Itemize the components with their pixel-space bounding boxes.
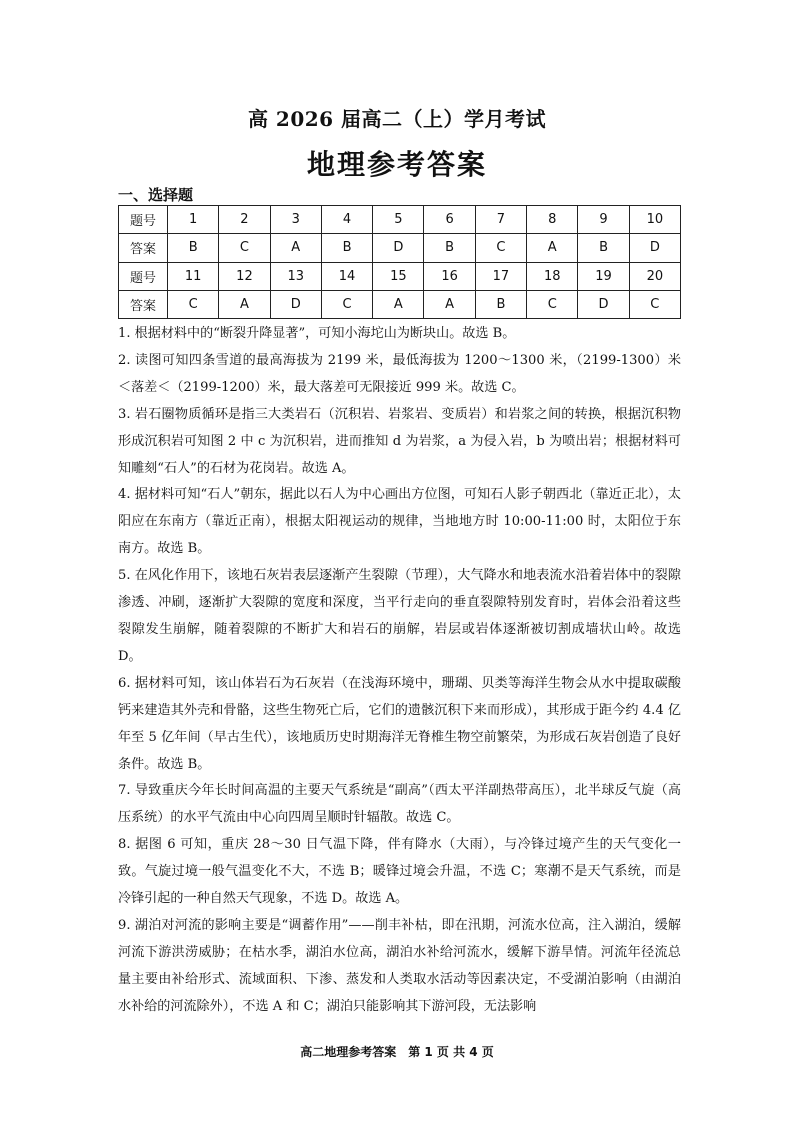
explanation-paragraph: 4. 据材料可知“石人”朝东，据此以石人为中心画出方位图，可知石人影子朝西北（靠近正北），太阳应在东南方（靠近正南），根据太阳视运动的规律，当地地方时 10:00-11:00 时，太阳位于东南方。故选 B。 <box>118 487 681 557</box>
section-heading: 一、选择题 <box>118 186 194 204</box>
table-cell: 10 <box>629 206 680 234</box>
table-cell: 19 <box>578 262 629 290</box>
table-row <box>119 206 681 234</box>
table-cell: 5 <box>373 206 424 234</box>
table-cell: 3 <box>270 206 321 234</box>
table-row <box>119 262 681 290</box>
document-subtitle: 地理参考答案 <box>306 148 487 181</box>
explanation-paragraph: 7. 导致重庆今年长时间高温的主要天气系统是“副高”（西太平洋副热带高压），北半球反气旋（高压系统）的水平气流由中心向四周呈顺时针辐散。故选 C。 <box>118 783 681 826</box>
table-cell: 11 <box>168 262 219 290</box>
table-row <box>119 290 681 318</box>
table-cell: C <box>168 290 219 318</box>
table-cell: 6 <box>424 206 475 234</box>
table-cell: 12 <box>219 262 270 290</box>
table-cell: B <box>475 290 526 318</box>
explanations <box>118 321 681 1021</box>
table-cell: B <box>321 234 372 262</box>
table-cell: D <box>373 234 424 262</box>
table-cell: A <box>527 234 578 262</box>
table-cell: C <box>475 234 526 262</box>
table-cell: A <box>219 290 270 318</box>
table-cell: B <box>168 234 219 262</box>
table-cell: B <box>578 234 629 262</box>
table-cell: C <box>321 290 372 318</box>
table-cell: D <box>578 290 629 318</box>
table-row-header: 答案 <box>119 234 168 262</box>
table-cell: A <box>424 290 475 318</box>
explanation-paragraph: 1. 根据材料中的“断裂升降显著”，可知小海坨山为断块山。故选 B。 <box>118 326 516 341</box>
explanation-paragraph: 6. 据材料可知，该山体岩石为石灰岩（在浅海环境中，珊瑚、贝类等海洋生物会从水中提取碳酸钙来建造其外壳和骨骼，这些生物死亡后，它们的遗骸沉积下来而形成），其形成于距今约 4.4 亿年至 5 亿年间（早古生代），该地质历史时期海洋无脊椎生物空前繁荣，为形成石灰岩创造了良好条件。故选 B。 <box>118 675 681 772</box>
table-cell: 20 <box>629 262 680 290</box>
table-cell: C <box>219 234 270 262</box>
table-cell: 18 <box>527 262 578 290</box>
table-cell: 9 <box>578 206 629 234</box>
table-cell: C <box>527 290 578 318</box>
table-cell: 16 <box>424 262 475 290</box>
table-cell: 17 <box>475 262 526 290</box>
table-cell: 4 <box>321 206 372 234</box>
table-row-header: 题号 <box>119 262 168 290</box>
table-cell: 13 <box>270 262 321 290</box>
explanation-paragraph: 9. 湖泊对河流的影响主要是“调蓄作用”——削丰补枯，即在汛期，河流水位高，注入湖泊，缓解河流下游洪涝威胁；在枯水季，湖泊水位高，湖泊水补给河流水，缓解下游旱情。河流年径流总量主要由补给形式、流域面积、下渗、蒸发和人类取水活动等因素决定，不受湖泊影响（由湖泊水补给的河流除外），不选 A 和 C；湖泊只能影响其下游河段，无法影响 <box>118 917 681 1014</box>
answer-table <box>118 205 681 319</box>
explanation-paragraph: 2. 读图可知四条雪道的最高海拔为 2199 米，最低海拔为 1200～1300 米，（2199-1300）米＜落差＜（2199-1200）米，最大落差可无限接近 999 米。故选 C。 <box>118 352 681 395</box>
table-row-header: 题号 <box>119 206 168 234</box>
table-cell: B <box>424 234 475 262</box>
page-footer: 高二地理参考答案 第 1 页 共 4 页 <box>300 1045 494 1059</box>
table-cell: C <box>629 290 680 318</box>
table-cell: 8 <box>527 206 578 234</box>
table-cell: A <box>270 234 321 262</box>
table-row-header: 答案 <box>119 290 168 318</box>
table-cell: 14 <box>321 262 372 290</box>
table-cell: D <box>270 290 321 318</box>
table-row <box>119 234 681 262</box>
table-cell: 15 <box>373 262 424 290</box>
exam-title: 高 2026 届高二（上）学月考试 <box>247 107 547 131</box>
explanation-paragraph: 3. 岩石圈物质循环是指三大类岩石（沉积岩、岩浆岩、变质岩）和岩浆之间的转换，根据沉积物形成沉积岩可知图 2 中 c 为沉积岩，进而推知 d 为岩浆，a 为侵入岩，b 为喷出岩；根据材料可知雕刻“石人”的石材为花岗岩。故选 A。 <box>118 406 681 476</box>
explanation-paragraph: 8. 据图 6 可知，重庆 28～30 日气温下降，伴有降水（大雨），与冷锋过境产生的天气变化一致。气旋过境一般气温变化不大，不选 B；暖锋过境会升温，不选 C；寒潮不是天气系统，而是冷锋引起的一种自然天气现象，不选 D。故选 A。 <box>118 837 681 907</box>
table-cell: D <box>629 234 680 262</box>
explanation-paragraph: 5. 在风化作用下，该地石灰岩表层逐渐产生裂隙（节理），大气降水和地表流水沿着岩体中的裂隙渗透、冲刷，逐渐扩大裂隙的宽度和深度，当平行走向的垂直裂隙特别发育时，岩体会沿着这些裂隙发生崩解，随着裂隙的不断扩大和岩石的崩解，岩层或岩体逐渐被切割成墙状山岭。故选 D。 <box>118 568 681 664</box>
table-cell: 1 <box>168 206 219 234</box>
table-cell: 2 <box>219 206 270 234</box>
table-cell: 7 <box>475 206 526 234</box>
table-cell: A <box>373 290 424 318</box>
